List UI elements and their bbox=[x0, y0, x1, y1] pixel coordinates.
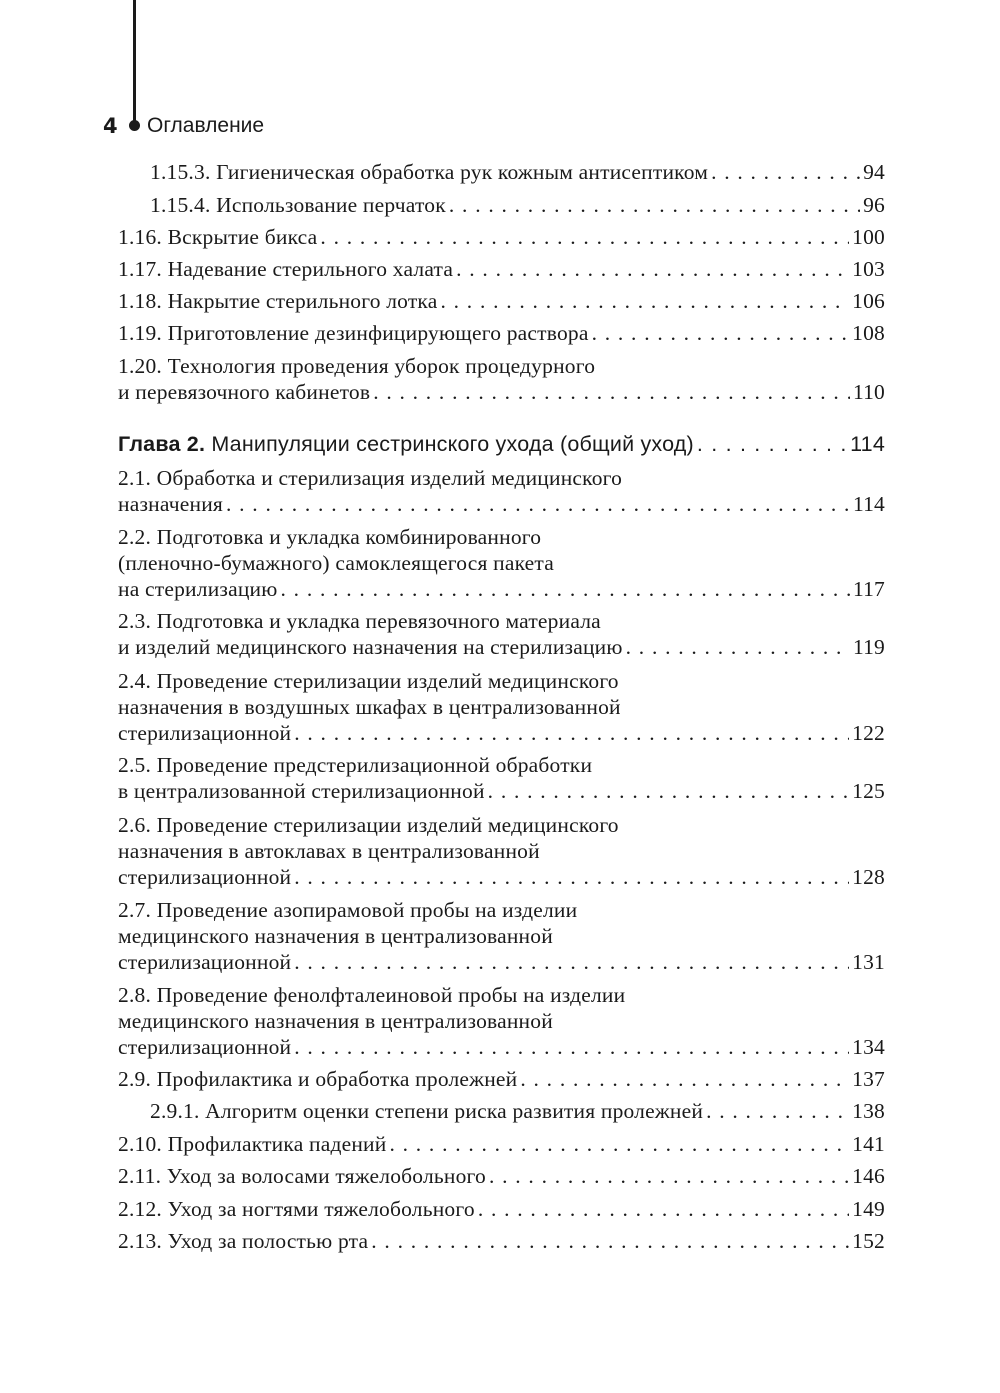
toc-entry-2-4[interactable] bbox=[118, 668, 885, 746]
toc-page-number: 149 bbox=[852, 1197, 885, 1221]
dot-leader bbox=[371, 1228, 849, 1254]
dot-leader bbox=[226, 491, 850, 517]
toc-page-number: 146 bbox=[852, 1164, 885, 1188]
toc-entry-1-15-3[interactable] bbox=[150, 159, 885, 185]
dot-leader bbox=[281, 576, 850, 602]
toc-entry-title: и изделий медицинского назначения на стерилизацию bbox=[118, 635, 623, 659]
dot-leader bbox=[489, 1163, 849, 1189]
toc-page-number: 103 bbox=[852, 257, 885, 281]
toc-page-number: 125 bbox=[852, 779, 885, 803]
dot-leader bbox=[294, 720, 849, 746]
toc-page-number: 110 bbox=[852, 380, 885, 404]
toc-page-number: 152 bbox=[852, 1229, 885, 1253]
toc-entry-1-17[interactable] bbox=[118, 256, 885, 282]
dot-leader bbox=[449, 192, 860, 218]
dot-leader bbox=[592, 320, 850, 346]
toc-entry-title: 1.17. Надевание стерильного халата bbox=[118, 257, 454, 281]
toc-page-number: 134 bbox=[852, 1035, 885, 1059]
toc-entry-2-3[interactable] bbox=[118, 608, 885, 660]
toc-page-number: 114 bbox=[850, 432, 885, 456]
dot-leader bbox=[389, 1131, 849, 1157]
dot-leader bbox=[478, 1196, 849, 1222]
toc-entry-title: 1.15.3. Гигиеническая обработка рук кожным антисептиком bbox=[150, 160, 709, 184]
toc-page-number: 94 bbox=[863, 160, 885, 184]
toc-entry-1-18[interactable] bbox=[118, 288, 885, 314]
toc-entry-title-line: 1.20. Технология проведения уборок процедурного bbox=[118, 354, 596, 378]
toc-entry-title-line: 2.7. Проведение азопирамовой пробы на изделии bbox=[118, 898, 578, 922]
toc-entry-2-12[interactable] bbox=[118, 1196, 885, 1222]
toc-entry-2-10[interactable] bbox=[118, 1131, 885, 1157]
toc-entry-1-19[interactable] bbox=[118, 320, 885, 346]
toc-entry-2-7[interactable] bbox=[118, 897, 885, 975]
toc-page-number: 119 bbox=[852, 635, 885, 659]
toc-entry-2-13[interactable] bbox=[118, 1228, 885, 1254]
toc-entry-title: 2.10. Профилактика падений bbox=[118, 1132, 387, 1156]
toc-entry-title: стерилизационной bbox=[118, 865, 292, 889]
toc-page-number: 108 bbox=[852, 321, 885, 345]
toc-entry-title: стерилизационной bbox=[118, 721, 292, 745]
chapter-label: Глава 2. bbox=[118, 432, 206, 456]
dot-leader bbox=[294, 864, 849, 890]
toc-page-number: 137 bbox=[852, 1067, 885, 1091]
toc-entry-2-5[interactable] bbox=[118, 752, 885, 804]
toc-page-number: 100 bbox=[852, 225, 885, 249]
toc-page-number: 138 bbox=[852, 1099, 885, 1123]
toc-entry-title-line: 2.1. Обработка и стерилизация изделий медицинского bbox=[118, 466, 623, 490]
dot-leader bbox=[456, 256, 849, 282]
toc-entry-title: 1.18. Накрытие стерильного лотка bbox=[118, 289, 438, 313]
toc-entry-title: 1.19. Приготовление дезинфицирующего раствора bbox=[118, 321, 589, 345]
dot-leader bbox=[373, 379, 850, 405]
dot-leader bbox=[441, 288, 850, 314]
toc-entry-title: 1.16. Вскрытие бикса bbox=[118, 225, 318, 249]
dot-leader bbox=[320, 224, 849, 250]
toc-entry-title-line: 2.5. Проведение предстерилизационной обработки bbox=[118, 753, 593, 777]
toc-page-number: 106 bbox=[852, 289, 885, 313]
page-number: 4 bbox=[103, 114, 118, 138]
toc-entry-title-line: 2.8. Проведение фенолфталеиновой пробы на изделии bbox=[118, 983, 626, 1007]
toc-entry-title: 2.9. Профилактика и обработка пролежней bbox=[118, 1067, 518, 1091]
toc-entry-1-15-4[interactable] bbox=[150, 192, 885, 218]
toc-entry-2-2[interactable] bbox=[118, 524, 885, 602]
toc-page-number: 96 bbox=[863, 193, 885, 217]
toc-entry-title: на стерилизацию bbox=[118, 577, 278, 601]
toc-entry-title-line: назначения в автоклавах в централизованной bbox=[118, 839, 540, 863]
toc-entry-title: в централизованной стерилизационной bbox=[118, 779, 485, 803]
toc-entry-title: 2.11. Уход за волосами тяжелобольного bbox=[118, 1164, 486, 1188]
running-head: Оглавление bbox=[147, 114, 265, 137]
toc-entry-title: 2.13. Уход за полостью рта bbox=[118, 1229, 369, 1253]
toc-entry-2-9[interactable] bbox=[118, 1066, 885, 1092]
toc-entry-2-9-1[interactable] bbox=[150, 1098, 885, 1124]
toc-page-number: 131 bbox=[852, 950, 885, 974]
toc-entry-2-1[interactable] bbox=[118, 465, 885, 517]
toc-entry-title-line: 2.3. Подготовка и укладка перевязочного материала bbox=[118, 609, 601, 633]
toc-entry-1-20[interactable] bbox=[118, 353, 885, 405]
dot-leader bbox=[711, 159, 860, 185]
toc-page-number: 128 bbox=[852, 865, 885, 889]
toc-entry-title-line: 2.4. Проведение стерилизации изделий медицинского bbox=[118, 669, 619, 693]
toc-entry-title: стерилизационной bbox=[118, 950, 292, 974]
toc-chapter-2[interactable] bbox=[118, 431, 885, 457]
dot-leader bbox=[294, 1034, 849, 1060]
dot-leader bbox=[294, 949, 849, 975]
toc-entry-title: 2.9.1. Алгоритм оценки степени риска развития пролежней bbox=[150, 1099, 704, 1123]
toc-entry-2-6[interactable] bbox=[118, 812, 885, 890]
toc-entry-title: назначения bbox=[118, 492, 223, 516]
toc-page-number: 141 bbox=[852, 1132, 885, 1156]
toc-entry-title-line: медицинского назначения в централизованной bbox=[118, 1009, 553, 1033]
toc-page-number: 117 bbox=[852, 577, 885, 601]
toc-entry-title-line: медицинского назначения в централизованной bbox=[118, 924, 553, 948]
toc-entry-2-8[interactable] bbox=[118, 982, 885, 1060]
toc-entry-title-line: (пленочно-бумажного) самоклеящегося пакета bbox=[118, 551, 555, 575]
toc-page-number: 114 bbox=[852, 492, 885, 516]
toc-entry-title: стерилизационной bbox=[118, 1035, 292, 1059]
toc-entry-title: и перевязочного кабинетов bbox=[118, 380, 371, 404]
toc-entry-1-16[interactable] bbox=[118, 224, 885, 250]
dot-leader bbox=[488, 778, 849, 804]
dot-leader bbox=[626, 634, 850, 660]
dot-leader bbox=[706, 1098, 849, 1124]
toc-entry-title-line: назначения в воздушных шкафах в централизованной bbox=[118, 695, 621, 719]
toc-entry-title: 2.12. Уход за ногтями тяжелобольного bbox=[118, 1197, 475, 1221]
toc-page-number: 122 bbox=[852, 721, 885, 745]
dot-leader bbox=[697, 431, 847, 457]
toc-entry-title-line: 2.2. Подготовка и укладка комбинированного bbox=[118, 525, 542, 549]
dot-leader bbox=[520, 1066, 849, 1092]
chapter-title: Манипуляции сестринского ухода (общий уход) bbox=[211, 432, 694, 456]
toc-entry-title: 1.15.4. Использование перчаток bbox=[150, 193, 446, 217]
toc-entry-title-line: 2.6. Проведение стерилизации изделий медицинского bbox=[118, 813, 619, 837]
toc-entry-2-11[interactable] bbox=[118, 1163, 885, 1189]
